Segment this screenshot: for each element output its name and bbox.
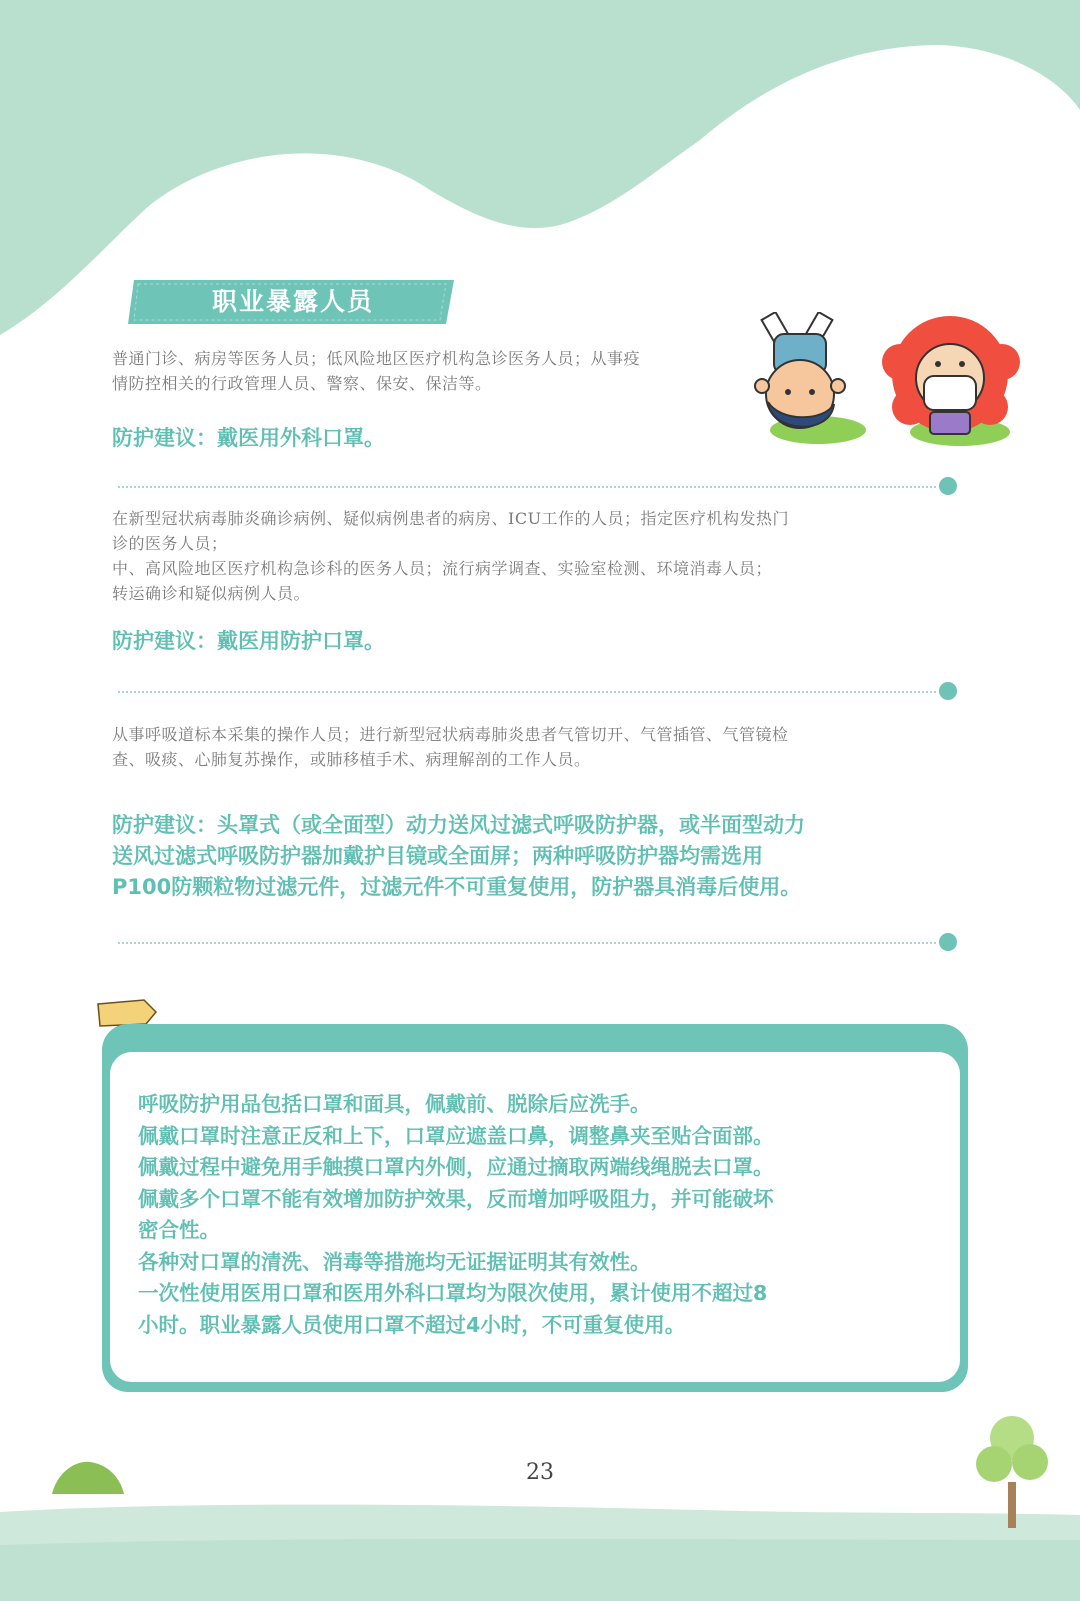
tips-text <box>138 1089 938 1341</box>
group-2-description-line-4: 转运确诊和疑似病例人员。 <box>112 584 311 603</box>
group-2-advice-line-1: 防护建议：戴医用防护口罩。 <box>112 629 385 653</box>
divider-1-dot-icon <box>939 477 957 495</box>
group-1-description-line-1: 普通门诊、病房等医务人员；低风险地区医疗机构急诊医务人员；从事疫 <box>112 349 641 368</box>
group-1-advice-line-1: 防护建议：戴医用外科口罩。 <box>112 426 385 450</box>
group-1-advice <box>112 423 712 454</box>
group-2-description-line-3: 中、高风险地区医疗机构急诊科的医务人员；流行病学调查、实验室检测、环境消毒人员； <box>112 559 773 578</box>
group-2-description-line-2: 诊的医务人员； <box>112 534 228 553</box>
group-3-description <box>112 722 972 772</box>
page-number: 23 <box>526 1460 554 1485</box>
tip-line-2: 佩戴口罩时注意正反和上下，口罩应遮盖口鼻，调整鼻夹至贴合面部。 <box>138 1123 774 1148</box>
group-1-description <box>112 346 872 396</box>
group-3-description-line-1: 从事呼吸道标本采集的操作人员；进行新型冠状病毒肺炎患者气管切开、气管插管、气管镜检 <box>112 725 789 744</box>
bush-icon <box>48 1456 128 1496</box>
section-title-banner <box>128 278 458 326</box>
divider-1 <box>118 486 936 488</box>
group-3-advice <box>112 810 972 903</box>
section-title: 职业暴露人员 <box>211 287 374 316</box>
tip-line-4: 佩戴多个口罩不能有效增加防护效果，反而增加呼吸阻力，并可能破坏 <box>138 1186 774 1211</box>
group-2-description <box>112 506 972 606</box>
divider-2 <box>118 691 936 693</box>
group-3-advice-line-1: 防护建议：头罩式（或全面型）动力送风过滤式呼吸防护器，或半面型动力 <box>112 813 805 837</box>
divider-2-dot-icon <box>939 682 957 700</box>
divider-3-dot-icon <box>939 933 957 951</box>
group-2-advice <box>112 626 712 657</box>
tip-line-5: 密合性。 <box>138 1218 220 1242</box>
divider-3 <box>118 942 936 944</box>
group-2-description-line-1: 在新型冠状病毒肺炎确诊病例、疑似病例患者的病房、ICU工作的人员；指定医疗机构发热门 <box>112 509 790 528</box>
tip-line-8: 小时。职业暴露人员使用口罩不超过4小时，不可重复使用。 <box>138 1312 686 1337</box>
tip-line-3: 佩戴过程中避免用手触摸口罩内外侧，应通过摘取两端线绳脱去口罩。 <box>138 1155 774 1179</box>
tree-icon <box>976 1412 1048 1530</box>
group-3-advice-line-2: 送风过滤式呼吸防护器加戴护目镜或全面屏；两种呼吸防护器均需选用 <box>112 844 763 868</box>
tip-line-1: 呼吸防护用品包括口罩和面具，佩戴前、脱除后应洗手。 <box>138 1092 651 1116</box>
group-3-advice-line-3: P100防颗粒物过滤元件，过滤元件不可重复使用，防护器具消毒后使用。 <box>112 875 802 899</box>
group-1-description-line-2: 情防控相关的行政管理人员、警察、保安、保洁等。 <box>112 374 492 393</box>
tip-line-7: 一次性使用医用口罩和医用外科口罩均为限次使用，累计使用不超过8 <box>138 1281 768 1305</box>
group-3-description-line-2: 查、吸痰、心肺复苏操作，或肺移植手术、病理解剖的工作人员。 <box>112 750 591 769</box>
tip-line-6: 各种对口罩的清洗、消毒等措施均无证据证明其有效性。 <box>138 1249 651 1274</box>
